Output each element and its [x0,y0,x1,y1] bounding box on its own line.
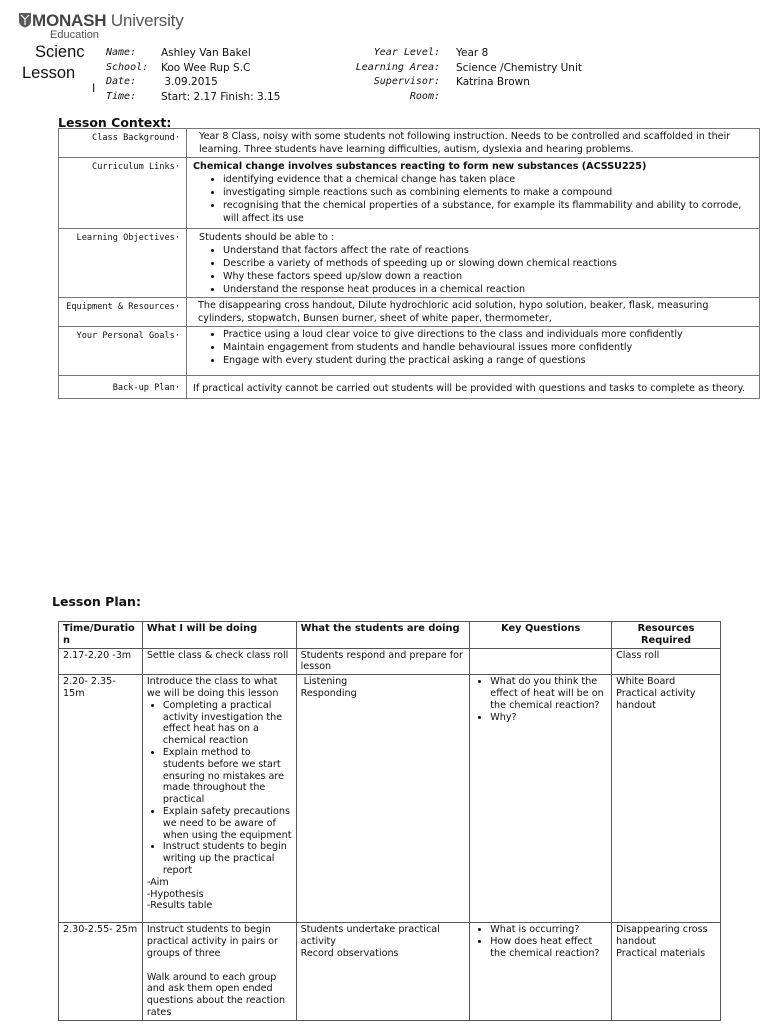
row-time: 2.30-2.55- 25m [59,923,143,1021]
supervisor-label: Supervisor: [373,76,440,87]
name-label: Name: [106,47,137,58]
teacher-list [147,700,292,877]
curriculum-links-list [193,173,754,225]
class-background-text: Year 8 Class, noisy with some students not following instruction. Needs to be controlled and scaffolded in their learning. Three students have learning difficulties, autism, dyslexia and hearing problems. [187,129,760,158]
row-time: 2.20- 2.35- 15m [59,675,143,923]
lesson-plan-heading: Lesson Plan: [52,594,141,609]
room-label: Room: [409,90,440,102]
curriculum-links-cell [187,158,760,229]
resources-line: Practical activity handout [616,687,696,711]
list-item: • Understand that factors affect the rate of reactions [223,244,754,257]
logo-brand-rest: University [106,11,184,30]
page-title [22,42,95,94]
equipment-row [59,298,760,327]
list-item: • Instruct students to begin writing up the practical report [163,841,292,876]
backup-plan-text: If practical activity cannot be carried out students will be provided with questions and tasks to complete as theory. [187,376,760,399]
logo-brand: MONASH [32,11,107,30]
personal-goals-list [193,328,754,367]
teacher-tail-hypothesis: -Hypothesis [146,888,204,900]
resources-line: Practical materials [616,947,706,959]
date-value: 3.09.2015 [161,76,218,88]
list-item: • Completing a practical activity investigation the effect heat has on a chemical reaction [163,700,292,747]
curriculum-links-heading: Chemical change involves substances reacting to form new substances (ACSSU225) [193,161,647,172]
title-line-1: Scienc [35,43,85,61]
resources-line: White Board [616,676,676,688]
personal-goals-cell [187,327,760,376]
row-resources [612,923,721,1021]
students-line: Students undertake practical activity [300,924,440,947]
meta-left-labels [106,46,148,104]
personal-goals-row [59,327,760,376]
row-teacher [142,675,296,923]
teacher-tail-results: -Results table [146,900,213,912]
row-students: Students respond and prepare for lesson [296,648,470,675]
supervisor-value: Katrina Brown [456,76,530,88]
lesson-context-table [58,128,760,399]
list-item: • How does heat effect the chemical reaction? [490,936,607,960]
school-label: School: [106,61,149,73]
learning-objectives-row [59,229,760,298]
col-header-students: What the students are doing [296,622,470,649]
backup-plan-row [59,376,760,399]
list-item: • identifying evidence that a chemical change has taken place [223,173,754,186]
equipment-text: The disappearing cross handout, Dilute hydrochloric acid solution, hypo solution, beaker, flask, measuring cylinders, stopwatch, Bunsen burner, sheet of white paper, thermometer, [187,298,760,327]
curriculum-links-label: Curriculum Links· [59,158,187,229]
students-line: Listening [300,676,348,688]
learning-area-value: Science /Chemistry Unit [456,61,582,74]
meta-right-values [456,46,582,90]
table-row [59,648,721,675]
list-item: • recognising that the chemical properties of a substance, for example its flammability and ability to corrode, will affect its use [223,199,754,225]
row-resources [612,675,721,923]
row-teacher: Settle class & check class roll [142,648,296,675]
time-value: Start: 2.17 Finish: 3.15 [161,90,281,103]
lesson-plan-header-row [59,622,721,649]
col-header-time: Time/Duration [59,622,143,649]
list-item: • Why? [490,712,607,724]
col-header-resources: Resources Required [612,622,721,649]
teacher-intro: Introduce the class to what we will be doing this lesson [146,676,279,699]
logo-sub: Education [50,29,99,41]
list-item: • What is occurring? [490,924,607,936]
list-item: • investigating simple reactions such as combining elements to make a compound [223,186,754,199]
lesson-context-heading: Lesson Context: [58,115,172,130]
list-item: • Practice using a loud clear voice to give directions to the class and individuals more confidently [223,328,754,341]
list-item: • Understand the response heat produces in a chemical reaction [223,283,754,296]
curriculum-links-row [59,158,760,229]
students-line: Record observations [300,947,399,959]
title-line-2: Lesson [22,64,76,82]
list-item: • Why these factors speed up/slow down a reaction [223,270,754,283]
meta-right-labels [350,46,440,104]
lesson-plan-table [58,621,721,1021]
personal-goals-label: Your Personal Goals· [59,327,187,376]
row-students [296,675,470,923]
col-header-teacher: What I will be doing [142,622,296,649]
students-line: Responding [300,687,357,699]
questions-list [474,676,607,723]
class-background-row [59,129,760,158]
backup-plan-label: Back-up Plan· [59,376,187,399]
learning-objectives-cell [187,229,760,298]
year-level-value: Year 8 [456,47,489,59]
time-label: Time: [106,90,137,102]
col-header-questions: Key Questions [470,622,612,649]
name-value: Ashley Van Bakel [161,47,251,59]
list-item: • Describe a variety of methods of speeding up or slowing down chemical reactions [223,257,754,270]
row-questions [470,923,612,1021]
year-level-label: Year Level: [373,47,440,58]
row-questions [470,675,612,923]
table-row [59,675,721,923]
row-teacher [142,923,296,1021]
learning-objectives-intro: Students should be able to : [199,232,335,243]
meta-left-values [161,46,280,104]
equipment-label: Equipment & Resources· [59,298,187,327]
questions-list [474,924,607,959]
teacher-tail-aim: -Aim [146,876,169,888]
row-questions [470,648,612,675]
class-background-label: Class Background· [59,129,187,158]
list-item: • Explain method to students before we start ensuring no mistakes are made throughout the practical [163,747,292,806]
list-item: • Explain safety precautions we need to be aware of when using the equipment [163,806,292,841]
monash-logo [18,12,184,41]
row-resources: Class roll [612,648,721,675]
date-label: Date: [106,76,137,87]
list-item: • Maintain engagement from students and handle behavioural issues more confidently [223,341,754,354]
learning-area-label: Learning Area: [355,61,440,73]
learning-objectives-list [193,244,754,296]
row-time: 2.17-2.20 -3m [59,648,143,675]
list-item: • What do you think the effect of heat will be on the chemical reaction? [490,676,607,711]
teacher-paragraph: Instruct students to begin practical activity in pairs or groups of three [146,924,278,959]
teacher-paragraph: Walk around to each group and ask them open ended questions about the reaction rates [146,971,286,1018]
row-students [296,923,470,1021]
table-row [59,923,721,1021]
title-line-3: I [92,81,96,95]
school-value: Koo Wee Rup S.C [161,61,251,74]
list-item: • Engage with every student during the practical asking a range of questions [223,354,754,367]
learning-objectives-label: Learning Objectives· [59,229,187,298]
resources-line: Disappearing cross handout [616,924,708,947]
monash-shield-icon [18,12,32,28]
